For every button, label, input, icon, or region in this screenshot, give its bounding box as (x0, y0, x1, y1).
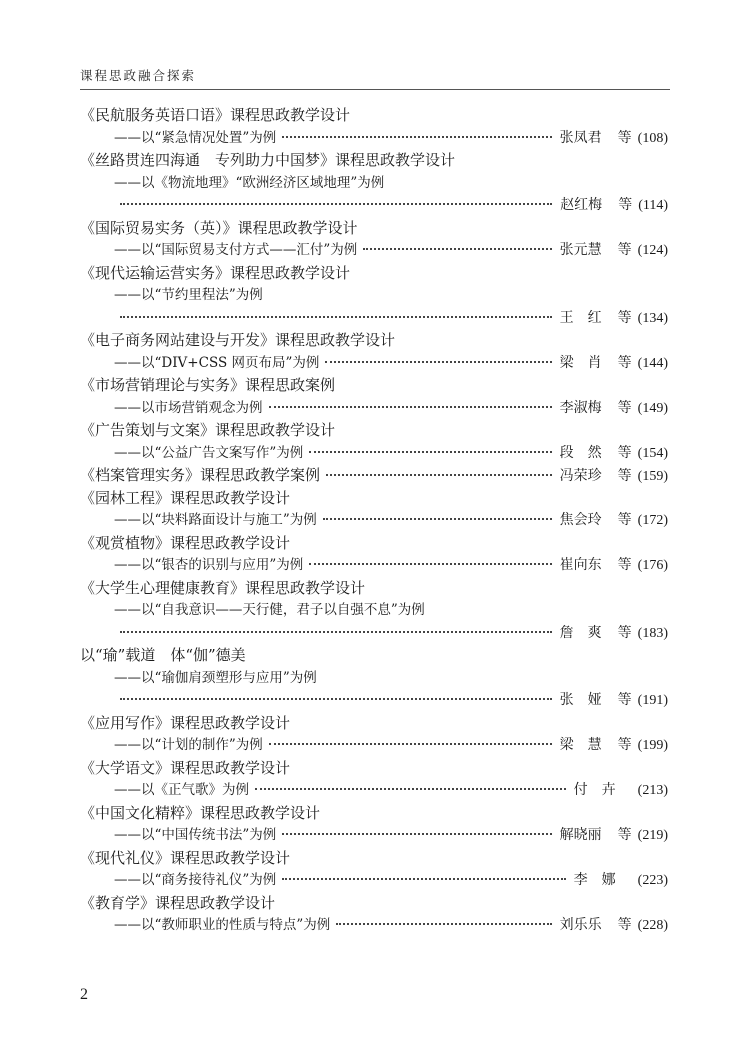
toc-leader (120, 698, 552, 700)
toc-subtitle-line (80, 172, 668, 195)
toc-author: 王 红 (559, 309, 602, 326)
running-head: 课程思政融合探索 (80, 68, 197, 83)
toc-leader (282, 878, 565, 880)
toc-entry (80, 802, 668, 847)
toc-entry-line (80, 554, 668, 577)
toc-subtitle: ——以《正气歌》为例 (114, 782, 249, 798)
toc-author: 冯荣珍 (559, 468, 602, 484)
toc-entry-line (80, 239, 668, 262)
toc-page: (199) (637, 738, 668, 753)
toc-entry-line (80, 509, 668, 532)
toc-et-al: 等 (617, 129, 632, 146)
toc-subtitle: ——以“节约里程法”为例 (114, 287, 263, 303)
toc-author: 张元慧 (559, 242, 602, 258)
toc-subtitle: ——以“瑜伽肩颈塑形与应用”为例 (114, 669, 317, 686)
toc-entry (80, 149, 668, 217)
toc-subtitle: ——以“DIV+CSS 网页布局”为例 (114, 354, 320, 371)
page-number: 2 (80, 986, 88, 1003)
toc-author: 段 然 (559, 444, 602, 461)
toc-page: (228) (637, 918, 668, 933)
toc-entry (80, 217, 668, 262)
toc-subtitle: ——以“块料路面设计与施工”为例 (114, 512, 317, 528)
toc-entry (80, 487, 668, 532)
toc-leader (363, 248, 551, 250)
toc-entry (80, 712, 668, 757)
toc-leader (336, 923, 551, 925)
toc-page: (223) (637, 873, 668, 888)
table-of-contents (80, 104, 668, 937)
toc-leader (120, 203, 552, 205)
toc-entry (80, 464, 668, 487)
toc-entry-line (80, 307, 668, 330)
toc-page: (191) (637, 693, 668, 708)
toc-et-al: 等 (617, 512, 632, 528)
toc-page: (144) (637, 355, 668, 371)
toc-et-al: 等 (617, 468, 632, 484)
toc-leader (269, 406, 552, 408)
toc-et-al: 等 (618, 197, 633, 213)
toc-page: (134) (637, 310, 668, 326)
toc-subtitle: ——以“计划的制作”为例 (114, 737, 263, 753)
toc-title: 《国际贸易实务（英）》课程思政教学设计 (80, 218, 358, 237)
toc-title: 《市场营销理论与实务》课程思政案例 (80, 376, 336, 394)
toc-leader (323, 518, 552, 520)
toc-entry-line (80, 464, 668, 487)
toc-leader (255, 788, 566, 790)
toc-entry-line (80, 779, 668, 802)
toc-leader (120, 631, 552, 633)
toc-entry (80, 577, 668, 645)
toc-subtitle-line (80, 667, 668, 690)
toc-title: 《广告策划与文案》课程思政教学设计 (80, 421, 336, 439)
toc-subtitle: ——以“银杏的识别与应用”为例 (114, 557, 304, 573)
toc-page: (159) (637, 469, 668, 484)
toc-subtitle-line (80, 599, 668, 622)
toc-subtitle: ——以“自我意识——天行健，君子以自强不息”为例 (114, 602, 425, 618)
toc-entry (80, 532, 668, 577)
toc-leader (282, 136, 551, 138)
toc-subtitle: ——以“国际贸易支付方式——汇付”为例 (114, 242, 358, 258)
toc-subtitle: ——以“教师职业的性质与特点”为例 (114, 917, 331, 933)
toc-author: 张凤君 (559, 129, 602, 146)
toc-leader (309, 451, 551, 453)
toc-author: 崔向东 (559, 557, 602, 573)
toc-entry-line (80, 689, 668, 712)
toc-subtitle: ——以《物流地理》“欧洲经济区域地理”为例 (114, 174, 385, 191)
toc-entry-line (80, 442, 668, 465)
toc-title: 以“瑜”载道 体“伽”德美 (80, 646, 246, 664)
toc-author: 解晓丽 (559, 827, 602, 843)
toc-title: 《电子商务网站建设与开发》课程思政教学设计 (80, 331, 396, 349)
toc-entry (80, 329, 668, 374)
toc-author: 詹 爽 (559, 624, 602, 641)
toc-author: 李淑梅 (559, 399, 602, 416)
toc-title: 《现代运输运营实务》课程思政教学设计 (80, 263, 351, 282)
toc-et-al: 等 (617, 827, 632, 843)
toc-entry (80, 892, 668, 937)
toc-et-al: 等 (617, 557, 632, 573)
toc-title: 《观赏植物》课程思政教学设计 (80, 533, 291, 552)
toc-page: (149) (637, 400, 668, 416)
toc-author: 刘乐乐 (559, 917, 602, 933)
toc-title: 《现代礼仪》课程思政教学设计 (80, 848, 291, 867)
toc-page: (154) (637, 445, 668, 461)
toc-entry-line (80, 622, 668, 645)
toc-entry-line (80, 194, 668, 217)
toc-entry-line (80, 127, 668, 150)
toc-title: 《民航服务英语口语》课程思政教学设计 (80, 106, 351, 124)
toc-entry-line (80, 914, 668, 937)
toc-entry (80, 847, 668, 892)
toc-entry (80, 374, 668, 419)
toc-author: 梁 肖 (559, 354, 602, 371)
toc-subtitle: ——以“中国传统书法”为例 (114, 827, 277, 843)
toc-entry-line (80, 734, 668, 757)
toc-entry-line (80, 869, 668, 892)
toc-subtitle: ——以“紧急情况处置”为例 (114, 129, 277, 146)
toc-author: 赵红梅 (560, 197, 603, 213)
toc-et-al: 等 (617, 354, 632, 371)
toc-title: 《大学生心理健康教育》课程思政教学设计 (80, 578, 366, 597)
toc-leader (326, 474, 552, 476)
toc-author: 焦会玲 (559, 512, 602, 528)
toc-title: 《园林工程》课程思政教学设计 (80, 488, 291, 507)
toc-page: (219) (637, 828, 668, 843)
toc-leader (309, 563, 551, 565)
toc-author: 张 娅 (559, 692, 602, 708)
toc-et-al: 等 (617, 444, 632, 461)
toc-author: 付 卉 (573, 782, 616, 798)
toc-leader (325, 361, 551, 363)
toc-entry (80, 104, 668, 149)
toc-entry (80, 419, 668, 464)
toc-et-al: 等 (617, 624, 632, 641)
toc-entry (80, 757, 668, 802)
toc-title: 《档案管理实务》课程思政教学案例 (80, 466, 321, 484)
toc-subtitle: ——以市场营销观念为例 (114, 399, 263, 416)
toc-et-al: 等 (617, 692, 632, 708)
toc-entry-line (80, 824, 668, 847)
toc-page: (108) (637, 130, 668, 146)
toc-et-al: 等 (617, 917, 632, 933)
toc-subtitle-line (80, 284, 668, 307)
toc-author: 梁 慧 (559, 737, 602, 753)
toc-leader (282, 833, 551, 835)
toc-page: (114) (638, 198, 668, 213)
toc-leader (269, 743, 552, 745)
toc-page: (176) (637, 558, 668, 573)
toc-entry-line (80, 397, 668, 420)
toc-leader (120, 316, 552, 318)
toc-page: (172) (637, 513, 668, 528)
toc-title: 《丝路贯连四海通 专列助力中国梦》课程思政教学设计 (80, 151, 456, 169)
toc-subtitle: ——以“商务接待礼仪”为例 (114, 872, 277, 888)
toc-subtitle: ——以“公益广告文案写作”为例 (114, 444, 304, 461)
toc-et-al: 等 (617, 399, 632, 416)
toc-author: 李 娜 (573, 872, 616, 888)
toc-et-al: 等 (617, 309, 632, 326)
toc-entry (80, 262, 668, 330)
toc-page: (183) (637, 625, 668, 641)
toc-title: 《大学语文》课程思政教学设计 (80, 758, 291, 777)
toc-et-al: 等 (617, 242, 632, 258)
toc-entry-line (80, 352, 668, 375)
toc-et-al: 等 (617, 737, 632, 753)
toc-title: 《中国文化精粹》课程思政教学设计 (80, 803, 321, 822)
toc-page: (213) (637, 783, 668, 798)
toc-title: 《应用写作》课程思政教学设计 (80, 713, 291, 732)
header-rule (80, 89, 670, 90)
toc-entry (80, 644, 668, 712)
toc-title: 《教育学》课程思政教学设计 (80, 893, 276, 912)
toc-page: (124) (637, 243, 668, 258)
